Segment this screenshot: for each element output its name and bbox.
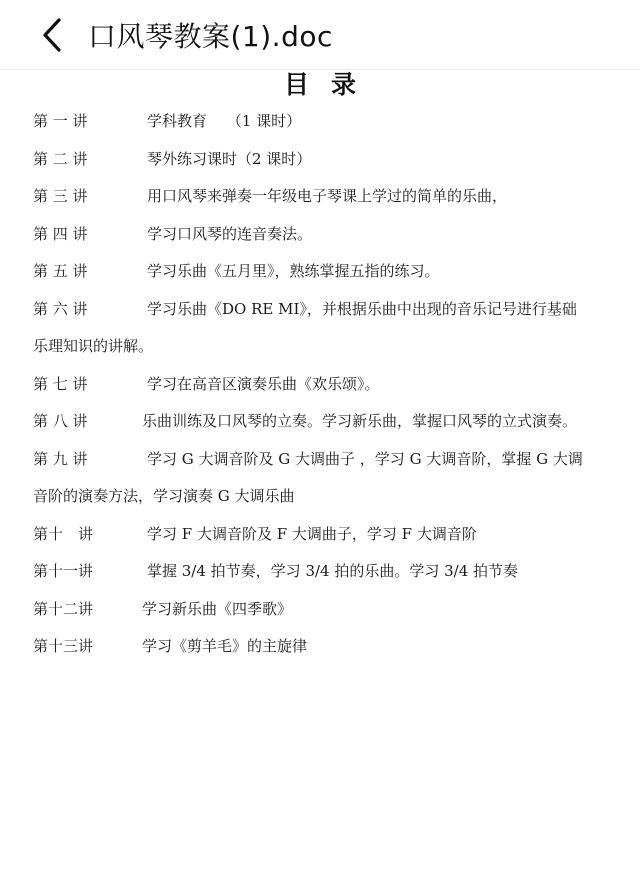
toc-entry xyxy=(0,594,640,632)
toc-entry-label: 第 八 讲 xyxy=(33,412,88,430)
toc-entry xyxy=(0,294,640,369)
toc-entry-continuation: 音阶的演奏方法，学习演奏 G 大调乐曲 xyxy=(33,486,295,505)
toc-entry-text: 学习 F 大调音阶及 F 大调曲子，学习 F 大调音阶 xyxy=(147,524,477,543)
toc-entry-label: 第 二 讲 xyxy=(33,149,88,168)
toc-entry-label: 第 六 讲 xyxy=(33,299,88,318)
toc-entry-label: 第十 讲 xyxy=(33,524,94,543)
top-bar xyxy=(0,0,640,70)
toc-entry-text: 学习口风琴的连音奏法。 xyxy=(147,224,313,243)
toc-entry xyxy=(0,519,640,557)
toc-entry-label: 第 五 讲 xyxy=(33,262,88,280)
toc-entry-text: 学习《剪羊毛》的主旋律 xyxy=(142,637,308,655)
toc-entry-text: 用口风琴来弹奏一年级电子琴课上学过的简单的乐曲， xyxy=(147,187,508,205)
toc-entry-label: 第 三 讲 xyxy=(33,187,88,205)
chevron-left-icon xyxy=(41,17,63,53)
toc-entry xyxy=(0,106,640,144)
toc-entry xyxy=(0,369,640,407)
toc-entry-label: 第 九 讲 xyxy=(33,449,88,468)
toc-entry-text: 学习 G 大调音阶及 G 大调曲子 ，学习 G 大调音阶，掌握 G 大调 xyxy=(147,449,583,468)
toc-entry-text: 学习在高音区演奏乐曲《欢乐颂》。 xyxy=(147,374,380,393)
toc-list xyxy=(0,106,640,669)
toc-entry-text: 学习新乐曲《四季歌》 xyxy=(142,599,293,618)
toc-entry-label: 第 四 讲 xyxy=(33,224,88,243)
toc-entry-label: 第十二讲 xyxy=(33,599,94,618)
toc-entry xyxy=(0,256,640,294)
toc-entry xyxy=(0,144,640,182)
toc-entry xyxy=(0,631,640,669)
toc-entry xyxy=(0,556,640,594)
document-title: 口风琴教案(1).doc xyxy=(88,19,333,53)
toc-entry xyxy=(0,406,640,444)
toc-entry-label: 第十一讲 xyxy=(33,562,94,580)
toc-entry-text: 乐曲训练及口风琴的立奏。学习新乐曲，掌握口风琴的立式演奏。 xyxy=(142,412,578,430)
toc-heading: 目录 xyxy=(283,70,378,99)
toc-entry xyxy=(0,219,640,257)
back-button[interactable] xyxy=(34,13,70,57)
toc-entry-text: 学习乐曲《五月里》，熟练掌握五指的练习。 xyxy=(147,262,440,280)
toc-entry-text: 学科教育 （1 课时） xyxy=(147,112,302,130)
document-page[interactable] xyxy=(0,70,640,874)
toc-entry xyxy=(0,181,640,219)
toc-entry xyxy=(0,444,640,519)
toc-entry-label: 第十三讲 xyxy=(33,637,94,655)
toc-entry-text: 琴外练习课时（2 课时） xyxy=(147,149,312,168)
toc-entry-label: 第 一 讲 xyxy=(33,112,88,130)
toc-entry-label: 第 七 讲 xyxy=(33,374,88,393)
toc-entry-text: 掌握 3/4 拍节奏，学习 3/4 拍的乐曲。学习 3/4 拍节奏 xyxy=(147,562,519,580)
toc-entry-text: 学习乐曲《DO RE MI》，并根据乐曲中出现的音乐记号进行基础 xyxy=(147,299,577,318)
toc-entry-continuation: 乐理知识的讲解。 xyxy=(33,336,154,355)
